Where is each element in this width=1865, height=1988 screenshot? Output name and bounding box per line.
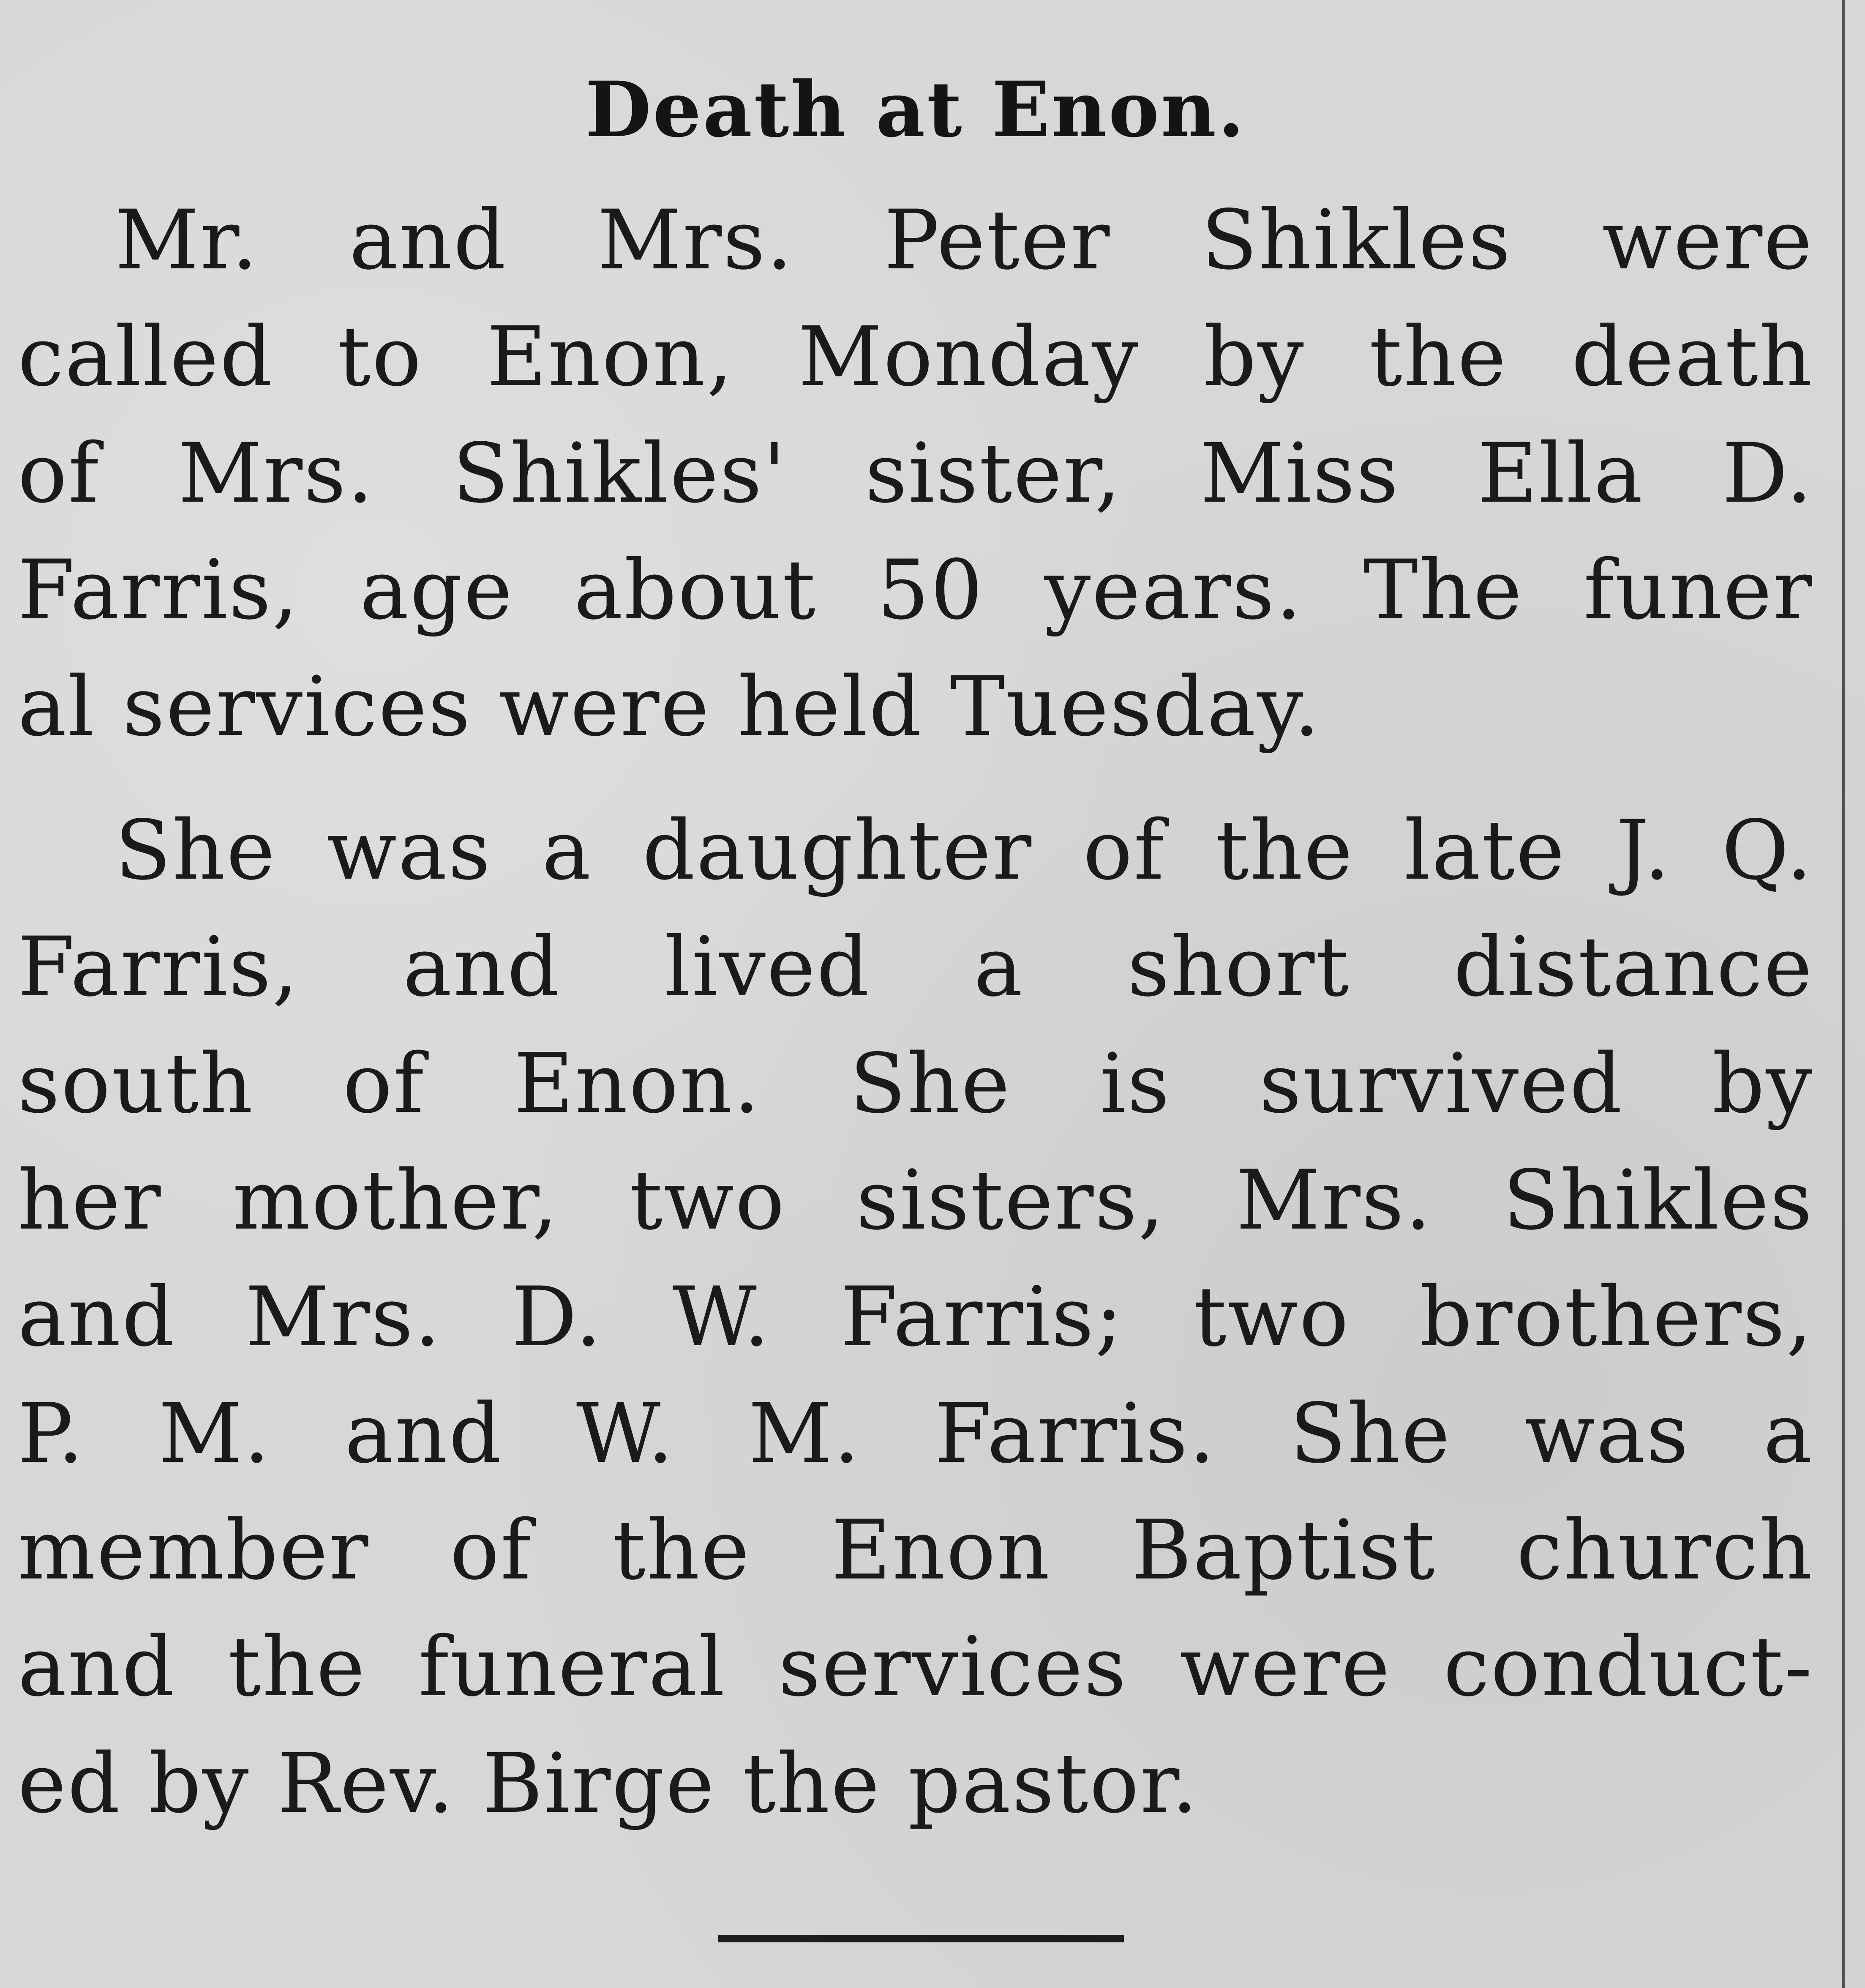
text-line: al services were held Tuesday.	[18, 659, 1321, 754]
text-line: ed by Rev. Birge the pastor.	[18, 1736, 1199, 1831]
section-separator-rule	[718, 1935, 1124, 1942]
text-line: south of Enon. She is survived by	[18, 1036, 1813, 1131]
article	[18, 55, 1813, 1842]
text-line: Farris, and lived a short distance	[18, 919, 1813, 1015]
text-line: member of the Enon Baptist church	[18, 1502, 1813, 1598]
text-line: She was a daughter of the late J. Q.	[115, 803, 1813, 898]
headline: Death at Enon.	[585, 65, 1246, 154]
text-line: Farris, age about 50 years. The funer	[18, 542, 1813, 638]
text-line: her mother, two sisters, Mrs. Shikles	[18, 1152, 1813, 1248]
paragraph-1	[18, 182, 1813, 765]
text-line: Mr. and Mrs. Peter Shikles were	[115, 192, 1813, 288]
column-rule	[1842, 0, 1845, 1988]
text-line: and the funeral services were conduct-	[18, 1619, 1813, 1715]
text-line: of Mrs. Shikles' sister, Miss Ella D.	[18, 426, 1813, 521]
paragraph-2	[18, 792, 1813, 1842]
text-line: called to Enon, Monday by the death	[18, 309, 1813, 404]
text-line: and Mrs. D. W. Farris; two brothers,	[18, 1269, 1813, 1365]
text-line: P. M. and W. M. Farris. She was a	[18, 1386, 1813, 1481]
